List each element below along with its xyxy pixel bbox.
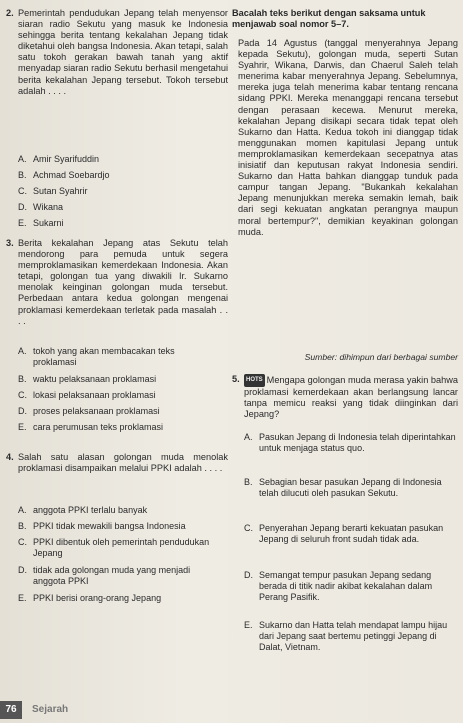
option-letter: B. — [244, 477, 253, 487]
option-letter: A. — [18, 154, 27, 164]
question-number: 4. — [6, 452, 14, 462]
option-c[interactable] — [18, 537, 223, 559]
option-text: Amir Syarifuddin — [33, 154, 100, 164]
case-instruction: Bacalah teks berikut dengan saksama untuk menjawab soal nomor 5–7. — [232, 8, 426, 30]
option-letter: D. — [18, 202, 27, 212]
option-text: proses pelaksanaan proklamasi — [33, 406, 160, 416]
option-letter: E. — [18, 593, 27, 603]
reading-passage: Pada 14 Agustus (tanggal menyerahnya Jepang kepada Sekutu), golongan muda, seperti Sutan Syahrir, Wikana, Darwis, dan Chaerul Saleh telah menerima kabar menyerahnya Jepang. Sebelumnya, mereka juga telah menerima kabar tentang rencana sidang PPKI. Mereka menanggapi rencana tersebut dengan perasaan kecewa. Menurut mereka, kekalahan Jepang disikapi secara tidak tepat oleh Sukarno dan Hatta. Kedua tokoh ini dianggap tidak menggunakan momen kapitulasi Jepang untuk memproklamasikan kemerdekaan secepatnya atas inisiatif dan keputusan rakyat Indonesia sendiri. Sukarno dan Hatta bahkan dianggap tunduk pada campur tangan Jepang. "Bukankah kekalahan Jepang menunjukkan mereka semakin lemah, baik dari segi kekuatan angkatan perangnya maupun moral bertempur?", demikian keyakinan golongan muda. — [238, 38, 458, 237]
option-letter: C. — [244, 523, 253, 533]
option-text: Sutan Syahrir — [33, 186, 88, 196]
question-2 — [6, 8, 228, 97]
option-letter: E. — [18, 218, 27, 228]
hots-badge-icon: HOTS — [244, 374, 265, 387]
option-letter: B. — [18, 374, 27, 384]
option-e[interactable] — [18, 218, 64, 229]
question-stem: Mengapa golongan muda merasa yakin bahwa proklamasi kemerdekaan akan berlangsung lancar tanpa memicu reaksi yang tidak diinginkan dari Jepang? — [244, 374, 458, 420]
option-text: Achmad Soebardjo — [33, 170, 110, 180]
option-text: Semangat tempur pasukan Jepang sedang berada di titik nadir akibat kekalahan dalam Perang Pasifik. — [259, 570, 433, 602]
page-number: 76 — [0, 701, 22, 719]
question-5 — [232, 374, 458, 420]
option-d[interactable] — [18, 202, 63, 213]
question-number: 3. — [6, 238, 14, 248]
option-text: waktu pelaksanaan proklamasi — [33, 374, 157, 384]
option-c[interactable] — [18, 186, 88, 197]
option-a[interactable] — [18, 346, 218, 368]
option-a[interactable] — [244, 432, 456, 454]
option-c[interactable] — [18, 390, 156, 401]
option-text: Sukarni — [33, 218, 64, 228]
option-text: tokoh yang akan membacakan teks proklamasi — [33, 346, 175, 367]
option-e[interactable] — [18, 593, 161, 604]
option-letter: D. — [244, 570, 253, 580]
option-e[interactable] — [244, 620, 456, 653]
option-b[interactable] — [18, 374, 156, 385]
option-letter: C. — [18, 390, 27, 400]
question-4 — [6, 452, 228, 474]
question-stem: Pemerintah pendudukan Jepang telah menyensor siaran radio Sekutu yang masuk ke Indonesia sehingga berita tentang kekalahan Jepang tidak diketahui oleh bangsa Indonesia. Akan tetapi, salah satu tokoh gerakan bawah tanah yang aktif menyadap siaran radio Sekutu berhasil mengetahui berita kekalahan Jepang tersebut. Tokoh tersebut adalah . . . . — [18, 8, 228, 96]
option-a[interactable] — [18, 154, 99, 165]
option-text: Pasukan Jepang di Indonesia telah diperintahkan untuk menjaga status quo. — [259, 432, 456, 453]
question-stem: Berita kekalahan Jepang atas Sekutu telah mendorong para pemuda untuk segera memproklamasikan kemerdekaan Indonesia. Akan tetapi, golongan tua yang diwakili Ir. Sukarno menolak keinginan golongan muda tersebut. Perbedaan antara kedua golongan mengenai proklamasi kemerdekaan terletak pada masalah . . . . — [18, 238, 228, 326]
subject-label: Sejarah — [32, 704, 69, 715]
option-b[interactable] — [18, 170, 110, 181]
question-number: 5. — [232, 374, 240, 384]
option-text: PPKI tidak mewakili bangsa Indonesia — [33, 521, 186, 531]
passage-source: Sumber: dihimpun dari berbagai sumber — [304, 352, 458, 362]
option-text: tidak ada golongan muda yang menjadi anggota PPKI — [33, 565, 191, 586]
option-text: Wikana — [33, 202, 64, 212]
option-letter: E. — [244, 620, 253, 630]
option-letter: D. — [18, 406, 27, 416]
option-b[interactable] — [244, 477, 456, 499]
option-e[interactable] — [18, 422, 163, 433]
option-c[interactable] — [244, 523, 456, 545]
option-d[interactable] — [18, 406, 160, 417]
option-text: anggota PPKI terlalu banyak — [33, 505, 148, 515]
option-letter: A. — [244, 432, 253, 442]
option-text: PPKI berisi orang-orang Jepang — [33, 593, 162, 603]
option-letter: B. — [18, 521, 27, 531]
option-d[interactable] — [244, 570, 456, 603]
option-letter: C. — [18, 186, 27, 196]
option-text: Sebagian besar pasukan Jepang di Indonesia telah dilucuti oleh pasukan Sekutu. — [259, 477, 442, 498]
option-text: cara perumusan teks proklamasi — [33, 422, 164, 432]
option-b[interactable] — [18, 521, 186, 532]
option-letter: A. — [18, 346, 27, 356]
option-text: Sukarno dan Hatta telah mendapat lampu hijau dari Jepang saat bertemu petinggi Jepang di Dalat, Vietnam. — [259, 620, 448, 652]
option-letter: B. — [18, 170, 27, 180]
option-text: lokasi pelaksanaan proklamasi — [33, 390, 156, 400]
option-letter: D. — [18, 565, 27, 575]
option-text: PPKI dibentuk oleh pemerintah pendudukan Jepang — [33, 537, 210, 558]
option-letter: E. — [18, 422, 27, 432]
question-number: 2. — [6, 8, 14, 18]
option-text: Penyerahan Jepang berarti kekuatan pasukan Jepang di seluruh front sudah tidak ada. — [259, 523, 444, 544]
question-3 — [6, 238, 228, 327]
option-letter: C. — [18, 537, 27, 547]
option-a[interactable] — [18, 505, 147, 516]
question-stem: Salah satu alasan golongan muda menolak proklamasi disampaikan melalui PPKI adalah . . . . — [18, 452, 228, 474]
option-d[interactable] — [18, 565, 223, 587]
option-letter: A. — [18, 505, 27, 515]
page-footer — [0, 697, 463, 723]
